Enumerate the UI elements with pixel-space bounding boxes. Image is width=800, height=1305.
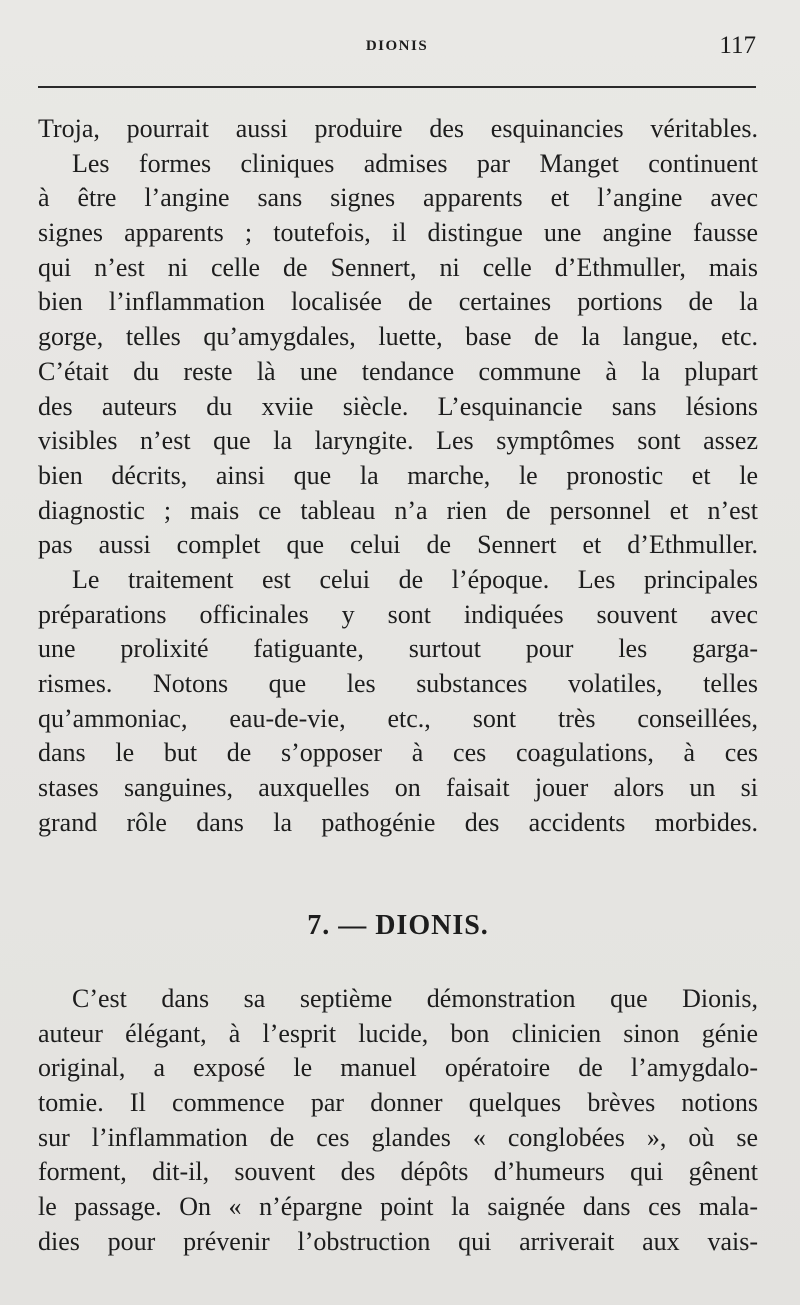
text-line: rismes. Notons que les substances volatiles, telles	[38, 669, 758, 698]
text-line: le passage. On « n’épargne point la saignée dans ces mala-	[38, 1192, 758, 1222]
text-line: sur l’inflammation de ces glandes « conglobées », où se	[38, 1122, 758, 1152]
text-line: diagnostic ; mais ce tableau n’a rien de personnel et n’est	[38, 495, 758, 525]
section-heading: 7. — DIONIS.	[307, 910, 489, 941]
text-line: tomie. Il commence par donner quelques brèves notions	[38, 1088, 758, 1118]
body-text-top	[38, 112, 758, 840]
text-line: bien décrits, ainsi que la marche, le pronostic et le	[38, 460, 758, 490]
text-line: C’était du reste là une tendance commune à la plupart	[38, 356, 758, 386]
body-text-bottom	[38, 982, 758, 1260]
text-line: qu’ammoniac, eau-de-vie, etc., sont très conseillées,	[38, 703, 758, 733]
text-line: bien l’inflammation localisée de certaines portions de la	[38, 287, 758, 317]
text-line: dans le but de s’opposer à ces coagulations, à ces	[38, 738, 758, 768]
text-line: gorge, telles qu’amygdales, luette, base de la langue, etc.	[38, 322, 758, 352]
page-number: 117	[719, 32, 756, 59]
text-line: Troja, pourrait aussi produire des esquinancies véritables.	[38, 114, 758, 143]
text-line: pas aussi complet que celui de Sennert et d’Ethmuller.	[38, 530, 758, 560]
text-line: stases sanguines, auxquelles on faisait jouer alors un si	[38, 773, 758, 803]
text-line: dies pour prévenir l’obstruction qui arriverait aux vais-	[38, 1226, 758, 1256]
text-line: préparations officinales y sont indiquées souvent avec	[38, 599, 758, 629]
text-line: Le traitement est celui de l’époque. Les principales	[72, 564, 758, 594]
text-line: signes apparents ; toutefois, il distingue une angine fausse	[38, 218, 758, 248]
text-line: qui n’est ni celle de Sennert, ni celle d’Ethmuller, mais	[38, 252, 758, 282]
text-line: des auteurs du xviie siècle. L’esquinancie sans lésions	[38, 391, 758, 421]
text-line: auteur élégant, à l’esprit lucide, bon clinicien sinon génie	[38, 1018, 758, 1048]
text-line: grand rôle dans la pathogénie des accidents morbides.	[38, 807, 758, 837]
text-line: forment, dit-il, souvent des dépôts d’humeurs qui gênent	[38, 1157, 758, 1187]
running-head: DIONIS	[365, 38, 429, 54]
text-line: à être l’angine sans signes apparents et l’angine avec	[38, 183, 758, 213]
text-line: une prolixité fatiguante, surtout pour les garga-	[38, 634, 758, 664]
header-rule	[38, 86, 756, 88]
page-header	[38, 30, 756, 70]
text-line: visibles n’est que la laryngite. Les symptômes sont assez	[38, 426, 758, 456]
text-line: Les formes cliniques admises par Manget continuent	[72, 148, 758, 178]
text-line: original, a exposé le manuel opératoire de l’amygdalo-	[38, 1053, 758, 1083]
text-line: C’est dans sa septième démonstration que Dionis,	[72, 984, 758, 1013]
